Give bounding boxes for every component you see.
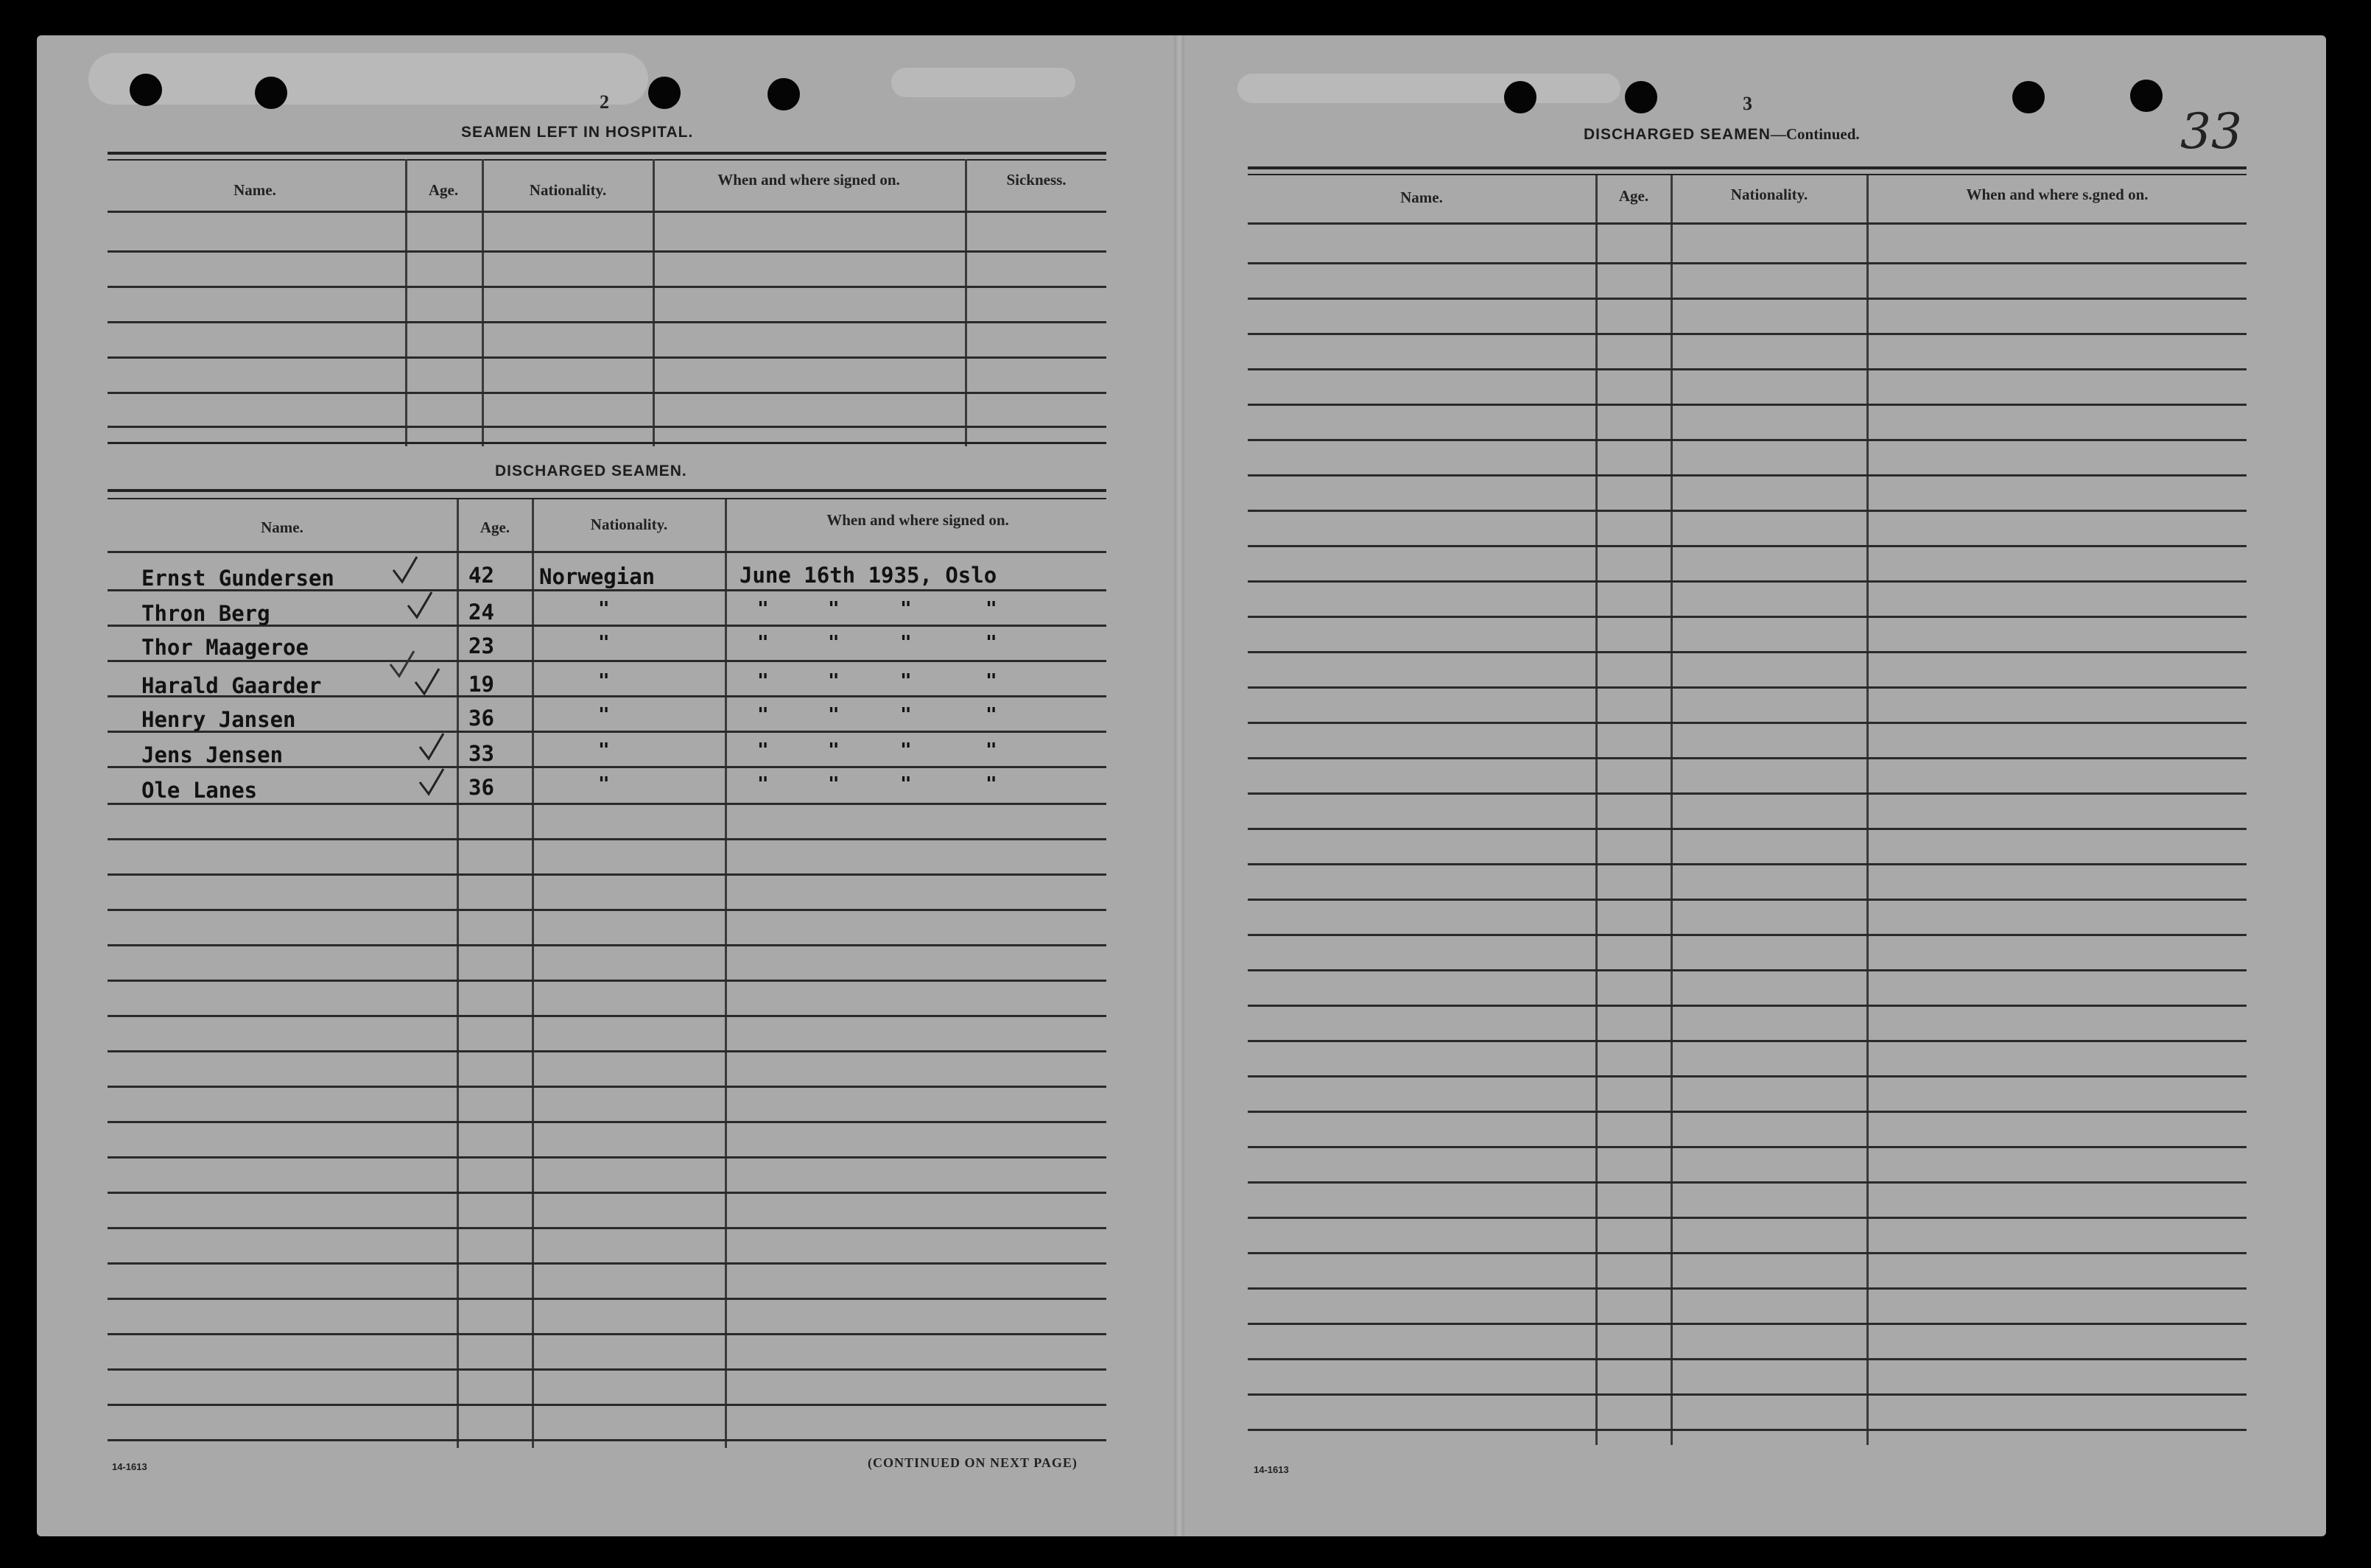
check-mark-icon: [390, 554, 420, 586]
right-row-line: [1248, 828, 2247, 830]
ditto-mark: ": [757, 632, 769, 654]
right-row-line: [1248, 1217, 2247, 1219]
page-fold: [1174, 35, 1184, 1536]
seaman-age: 19: [468, 672, 494, 697]
ditto-mark: ": [757, 598, 769, 620]
right-row-line: [1248, 404, 2247, 406]
check-mark-icon: [412, 666, 442, 698]
form-number: 14-1613: [112, 1461, 147, 1472]
hospital-col-name: Name.: [233, 181, 276, 199]
ditto-mark: ": [986, 632, 997, 654]
ditto-mark: ": [598, 670, 610, 692]
right-row-line: [1248, 545, 2247, 547]
discharged-row-line: [108, 1050, 1106, 1052]
right-col-name: Name.: [1400, 189, 1443, 206]
check-mark-icon: [417, 766, 446, 798]
right-row-line: [1248, 1005, 2247, 1007]
seaman-age: 33: [468, 741, 494, 766]
right-col-divider: [1866, 175, 1869, 1445]
check-mark-icon: [405, 589, 435, 622]
hospital-col-divider: [482, 159, 484, 446]
discharged-top-rule-thin: [108, 498, 1106, 499]
discharged-row-line: [108, 1333, 1106, 1335]
ditto-mark: ": [986, 739, 997, 762]
discharged-row-line: [108, 1439, 1106, 1441]
hospital-col-divider: [405, 159, 407, 446]
discharged-col-name: Name.: [261, 518, 303, 536]
right-col-nationality: Nationality.: [1730, 186, 1808, 203]
hospital-row-line: [108, 286, 1106, 288]
right-row-line: [1248, 580, 2247, 583]
right-row-line: [1248, 474, 2247, 477]
discharged-top-rule: [108, 489, 1106, 492]
punch-hole: [1625, 81, 1657, 113]
right-row-line: [1248, 1075, 2247, 1077]
right-row-line: [1248, 1146, 2247, 1148]
hospital-col-divider: [965, 159, 967, 446]
right-row-line: [1248, 1287, 2247, 1290]
right-top-rule: [1248, 166, 2247, 169]
discharged-row-line: [108, 1298, 1106, 1300]
right-row-line: [1248, 1181, 2247, 1184]
seaman-name: Jens Jensen: [141, 742, 284, 767]
right-row-line: [1248, 1358, 2247, 1360]
ditto-mark: ": [828, 773, 840, 795]
discharged-row-line: [108, 1015, 1106, 1017]
seaman-name: Ernst Gundersen: [141, 566, 334, 591]
right-row-line: [1248, 934, 2247, 936]
ditto-mark: ": [828, 670, 840, 692]
seaman-age: 36: [468, 775, 494, 800]
hospital-row-line: [108, 250, 1106, 253]
seaman-nationality: Norwegian: [539, 564, 656, 589]
seaman-age: 36: [468, 706, 494, 731]
hospital-col-signed-on: When and where signed on.: [717, 171, 900, 189]
right-row-line: [1248, 1252, 2247, 1254]
hospital-row-line: [108, 211, 1106, 213]
ditto-mark: ": [900, 773, 912, 795]
discharged-row-line: [108, 660, 1106, 662]
ditto-mark: ": [757, 670, 769, 692]
right-row-line: [1248, 298, 2247, 300]
right-row-line: [1248, 792, 2247, 795]
hospital-section-title: SEAMEN LEFT IN HOSPITAL.: [461, 124, 694, 141]
right-row-line: [1248, 1393, 2247, 1396]
right-row-line: [1248, 262, 2247, 264]
discharged-row-line: [108, 1156, 1106, 1159]
right-col-divider: [1595, 175, 1598, 1445]
right-row-line: [1248, 1111, 2247, 1113]
ditto-mark: ": [900, 632, 912, 654]
hospital-col-age: Age.: [428, 181, 459, 199]
hospital-top-rule: [108, 152, 1106, 155]
seaman-age: 24: [468, 600, 494, 625]
check-mark-icon: [417, 731, 446, 763]
discharged-row-line: [108, 1086, 1106, 1088]
seaman-age: 42: [468, 563, 494, 588]
right-row-line: [1248, 1323, 2247, 1325]
ditto-mark: ": [828, 598, 840, 620]
discharged-row-line: [108, 1121, 1106, 1123]
seaman-name: Henry Jansen: [141, 707, 296, 732]
right-col-age: Age.: [1618, 187, 1649, 205]
right-row-line: [1248, 651, 2247, 653]
discharged-col-age: Age.: [480, 518, 510, 536]
right-row-line: [1248, 222, 2247, 225]
seaman-age: 23: [468, 633, 494, 658]
ditto-mark: ": [757, 704, 769, 726]
punch-hole: [2130, 80, 2163, 112]
discharged-row-line: [108, 909, 1106, 911]
hospital-bottom-rule: [108, 442, 1106, 444]
right-row-line: [1248, 368, 2247, 370]
right-row-line: [1248, 686, 2247, 689]
punch-hole: [648, 77, 681, 109]
ditto-mark: ": [598, 773, 610, 795]
page-number: 3: [1743, 93, 1752, 114]
discharged-row-line: [108, 1404, 1106, 1406]
right-row-line: [1248, 969, 2247, 971]
discharged-continued-title: [1584, 125, 1860, 144]
right-col-divider: [1671, 175, 1673, 1445]
ditto-mark: ": [598, 598, 610, 620]
discharged-section-title: DISCHARGED SEAMEN.: [495, 463, 687, 479]
ditto-mark: ": [986, 670, 997, 692]
page-number: 2: [600, 91, 609, 113]
hospital-row-line: [108, 426, 1106, 428]
hospital-col-nationality: Nationality.: [529, 181, 607, 199]
ditto-mark: ": [986, 773, 997, 795]
hospital-col-divider: [653, 159, 655, 446]
discharged-row-line: [108, 944, 1106, 946]
hospital-row-line: [108, 321, 1106, 323]
discharged-row-line: [108, 838, 1106, 840]
discharged-col-divider: [532, 499, 534, 1448]
discharged-row-line: [108, 1262, 1106, 1265]
punch-hole: [767, 78, 800, 110]
ditto-mark: ": [900, 670, 912, 692]
discharged-row-line: [108, 873, 1106, 876]
form-number: 14-1613: [1254, 1464, 1289, 1475]
discharged-col-divider: [725, 499, 727, 1448]
punch-hole: [1504, 81, 1536, 113]
right-row-line: [1248, 1040, 2247, 1042]
top-mid-smudge: [891, 68, 1075, 97]
seaman-signed-on: June 16th 1935, Oslo: [740, 563, 997, 588]
handwritten-page-number: 33: [2180, 103, 2242, 160]
hospital-row-line: [108, 392, 1106, 394]
top-left-smudge: [88, 53, 648, 105]
right-row-line: [1248, 722, 2247, 724]
right-row-line: [1248, 757, 2247, 759]
right-row-line: [1248, 510, 2247, 512]
right-row-line: [1248, 439, 2247, 441]
discharged-col-signed-on: When and where signed on.: [826, 511, 1009, 529]
ditto-mark: ": [828, 632, 840, 654]
discharged-continued-title-main: DISCHARGED SEAMEN: [1584, 126, 1771, 143]
right-row-line: [1248, 333, 2247, 335]
right-row-line: [1248, 899, 2247, 901]
discharged-row-line: [108, 1368, 1106, 1371]
ditto-mark: ": [757, 773, 769, 795]
hospital-top-rule-thin: [108, 159, 1106, 161]
ditto-mark: ": [900, 704, 912, 726]
seaman-name: Ole Lanes: [141, 778, 258, 803]
discharged-col-divider: [457, 499, 459, 1448]
hospital-row-line: [108, 356, 1106, 359]
ditto-mark: ": [828, 704, 840, 726]
right-top-rule-thin: [1248, 174, 2247, 175]
discharged-row-line: [108, 551, 1106, 553]
top-right-smudge: [1237, 74, 1620, 103]
ditto-mark: ": [598, 632, 610, 654]
discharged-row-line: [108, 1227, 1106, 1229]
ditto-mark: ": [986, 598, 997, 620]
discharged-continued-suffix: —Continued.: [1770, 125, 1860, 143]
ditto-mark: ": [598, 704, 610, 726]
discharged-row-line: [108, 1192, 1106, 1194]
seaman-name: Harald Gaarder: [141, 673, 322, 698]
ditto-mark: ": [900, 598, 912, 620]
punch-hole: [130, 74, 162, 106]
right-row-line: [1248, 863, 2247, 865]
right-col-signed-on: When and where s.gned on.: [1966, 186, 2149, 203]
continued-note: (CONTINUED ON NEXT PAGE): [868, 1455, 1078, 1470]
ditto-mark: ": [986, 704, 997, 726]
hospital-col-sickness: Sickness.: [1006, 171, 1067, 189]
ditto-mark: ": [598, 739, 610, 762]
ditto-mark: ": [828, 739, 840, 762]
punch-hole: [255, 77, 287, 109]
discharged-col-nationality: Nationality.: [590, 516, 668, 533]
discharged-row-line: [108, 803, 1106, 805]
seaman-name: Thor Maageroe: [141, 635, 309, 660]
ditto-mark: ": [900, 739, 912, 762]
right-row-line: [1248, 1429, 2247, 1431]
right-row-line: [1248, 616, 2247, 618]
discharged-row-line: [108, 980, 1106, 982]
ditto-mark: ": [757, 739, 769, 762]
seaman-name: Thron Berg: [141, 601, 270, 626]
punch-hole: [2012, 81, 2045, 113]
